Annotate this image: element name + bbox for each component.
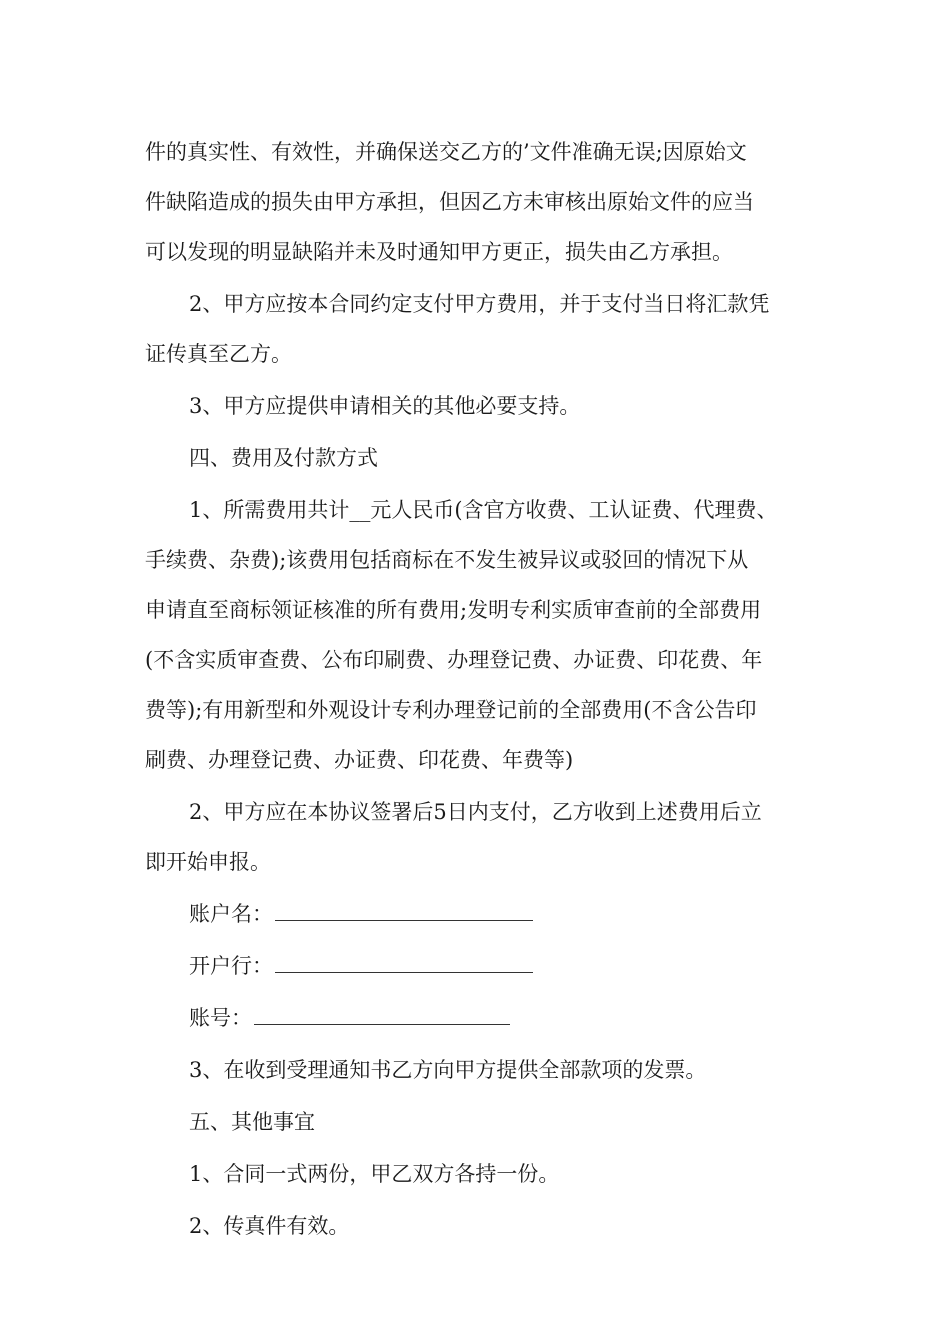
text-line: 可以发现的明显缺陷并未及时通知甲方更正，损失由乙方承担。 [145,240,733,264]
paragraph-original-documents [145,127,810,277]
text-line: 即开始申报。 [145,850,271,874]
account-name-label: 账户名： [189,902,273,926]
bank-field [145,941,810,991]
text-line: 2、甲方应在本协议签署后5日内支付，乙方收到上述费用后立 [189,800,762,824]
text-line: 2、甲方应按本合同约定支付甲方费用，并于支付当日将汇款凭 [189,292,770,316]
account-name-field [145,889,810,939]
account-name-blank [275,902,533,921]
section-heading: 五、其他事宜 [189,1110,315,1134]
section-heading-fees [145,433,810,483]
text-line: 3、甲方应提供申请相关的其他必要支持。 [189,394,581,418]
bank-label: 开户行： [189,954,273,978]
paragraph-fax-valid [145,1201,810,1251]
paragraph-invoice [145,1045,810,1095]
text-line: 1、所需费用共计__元人民币(含官方收费、工认证费、代理费、 [189,498,778,522]
text-line: 件缺陷造成的损失由甲方承担，但因乙方未审核出原始文件的应当 [145,190,754,214]
text-line: 费等);有用新型和外观设计专利办理登记前的全部费用(不含公告印 [145,698,757,722]
paragraph-payment-deadline [145,787,810,887]
paragraph-clause-2-payment [145,279,810,379]
account-number-blank [254,1006,510,1025]
paragraph-clause-3-support [145,381,810,431]
document-body [145,127,810,1253]
bank-blank [275,954,533,973]
paragraph-copies [145,1149,810,1199]
account-number-label: 账号： [189,1006,252,1030]
paragraph-fees-total [145,485,810,785]
section-heading-other [145,1097,810,1147]
text-line: 证传真至乙方。 [145,342,292,366]
account-number-field [145,993,810,1043]
text-line: 刷费、办理登记费、办证费、印花费、年费等) [145,748,574,772]
text-line: 申请直至商标领证核准的所有费用;发明专利实质审查前的全部费用 [145,598,762,622]
text-line: 1、合同一式两份，甲乙双方各持一份。 [189,1162,560,1186]
text-line: 2、传真件有效。 [189,1214,350,1238]
section-heading: 四、费用及付款方式 [189,446,378,470]
text-line: 手续费、杂费);该费用包括商标在不发生被异议或驳回的情况下从 [145,548,749,572]
text-line: (不含实质审查费、公布印刷费、办理登记费、办证费、印花费、年 [145,648,763,672]
text-line: 3、在收到受理通知书乙方向甲方提供全部款项的发票。 [189,1058,707,1082]
text-line: 件的真实性、有效性，并确保送交乙方的’文件准确无误;因原始文 [145,140,747,164]
